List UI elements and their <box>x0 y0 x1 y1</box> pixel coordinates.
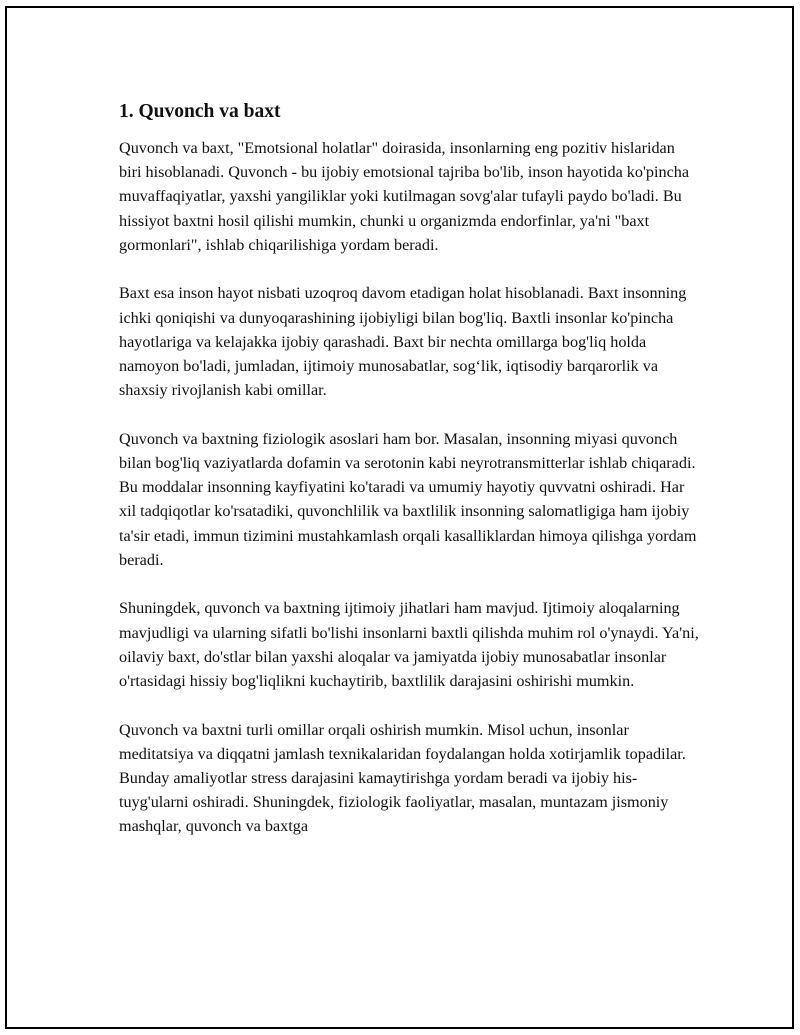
paragraph-1: Quvonch va baxt, "Emotsional holatlar" doirasida, insonlarning eng pozitiv hislaridan biri hisoblanadi. Quvonch - bu ijobiy emotsional tajriba bo'lib, inson hayotida ko'pincha muvaffaqiyatlar, yaxshi yangiliklar yoki kutilmagan sovg'alar tufayli paydo bo'ladi. Bu hissiyot baxtni hosil qilishi mumkin, chunki u organizmda endorfinlar, ya'ni "baxt gormonlari", ishlab chiqarilishiga yordam beradi. <box>119 139 690 254</box>
paragraph-3: Quvonch va baxtning fiziologik asoslari ham bor. Masalan, insonning miyasi quvonch bilan bog'liq vaziyatlarda dofamin va serotonin kabi neyrotransmitterlar ishlab chiqaradi. Bu moddalar insonning kayfiyatini ko'taradi va umumiy hayotiy quvvatni oshiradi. Har xil tadqiqotlar ko'rsatadiki, quvonchlilik va baxtlilik insonning salomatligiga ham ijobiy ta'sir etadi, immun tizimini mustahkamlash orqali kasalliklardan himoya qilishga yordam beradi. <box>119 429 697 569</box>
paragraph-4: Shuningdek, quvonch va baxtning ijtimoiy jihatlari ham mavjud. Ijtimoiy aloqalarning mavjudligi va ularning sifatli bo'lishi insonlarni baxtli qilishda muhim rol o'ynaydi. Ya'ni, oilaviy baxt, do'stlar bilan yaxshi aloqalar va jamiyatda ijobiy munosabatlar insonlar o'rtasidagi hissiy bog'liqlikni kuchaytirib, baxtlilik darajasini oshirishi mumkin. <box>119 599 699 691</box>
paragraph-2: Baxt esa inson hayot nisbati uzoqroq davom etadigan holat hisoblanadi. Baxt insonning ichki qoniqishi va dunyoqarashining ijobiyligi bilan bog'liq. Baxtli insonlar ko'pincha hayotlariga va kelajakka ijobiy qarashadi. Baxt bir nechta omillarga bog'liq holda namoyon bo'ladi, jumladan, ijtimoiy munosabatlar, sog‘lik, iqtisodiy barqarorlik va shaxsiy rivojlanish kabi omillar. <box>119 284 687 400</box>
document-body <box>119 88 699 839</box>
section-heading: 1. Quvonch va baxt <box>119 101 281 122</box>
paragraph-5: Quvonch va baxtni turli omillar orqali oshirish mumkin. Misol uchun, insonlar meditatsiya va diqqatni jamlash texnikalaridan foydalangan holda xotirjamlik topadilar. Bunday amaliyotlar stress darajasini kamaytirishga yordam beradi va ijobiy his-tuyg'ularni oshiradi. Shuningdek, fiziologik faoliyatlar, masalan, muntazam jismoniy mashqlar, quvonch va baxtga <box>119 720 686 836</box>
page-frame <box>5 6 794 1029</box>
